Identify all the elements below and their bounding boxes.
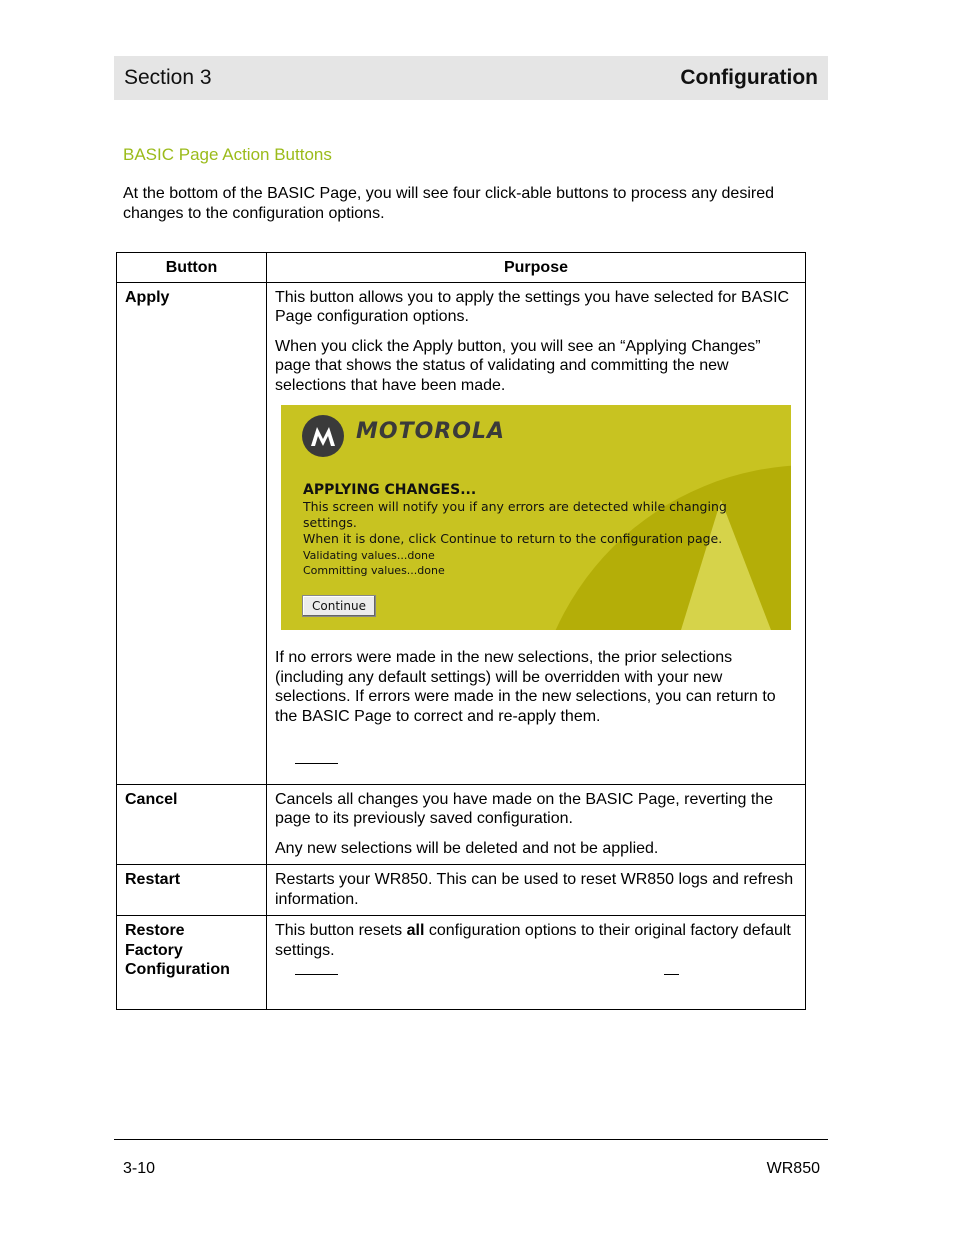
- restore-p1: [275, 921, 797, 960]
- column-header-button: Button: [117, 253, 267, 283]
- restore-note-rules: [295, 974, 797, 978]
- motorola-logo-icon: [302, 415, 344, 457]
- restore-name-line-1: Restore: [125, 922, 185, 939]
- table-row-restore: [117, 916, 806, 1010]
- restore-purpose: [267, 916, 806, 1010]
- column-header-purpose: Purpose: [267, 253, 806, 283]
- buttons-table: [116, 252, 806, 1010]
- restart-p1: Restarts your WR850. This can be used to reset WR850 logs and refresh information.: [275, 871, 794, 908]
- message-line-2: When it is done, click Continue to return to the configuration page.: [303, 531, 723, 546]
- section-label: Section 3: [124, 66, 212, 89]
- restore-name-line-3: Configuration: [125, 961, 230, 978]
- section-title: Configuration: [680, 66, 818, 89]
- subheading: BASIC Page Action Buttons: [123, 145, 332, 164]
- status-validating: Validating values...done: [303, 549, 435, 562]
- restore-text-bold: all: [406, 922, 425, 939]
- status-committing: Committing values...done: [303, 563, 445, 577]
- apply-name: Apply: [117, 282, 267, 784]
- footer-divider: [114, 1139, 828, 1140]
- restore-text-post: configuration options to their original factory default settings.: [275, 922, 791, 959]
- continue-button[interactable]: Continue: [302, 595, 376, 617]
- cancel-p2: Any new selections will be deleted and not be applied.: [275, 839, 659, 857]
- cancel-p1: Cancels all changes you have made on the BASIC Page, reverting the page to its previously saved configuration.: [275, 790, 774, 827]
- apply-note-rule: [295, 750, 797, 770]
- restore-name: [117, 916, 267, 1010]
- page-number: 3-10: [123, 1160, 156, 1177]
- restart-name: Restart: [117, 865, 267, 916]
- product-name: WR850: [766, 1160, 820, 1177]
- apply-purpose: [267, 282, 806, 784]
- table-row-restart: [117, 865, 806, 916]
- restore-name-line-2: Factory: [125, 941, 183, 959]
- applying-title: APPLYING CHANGES...: [303, 482, 477, 498]
- apply-p2: When you click the Apply button, you will see an “Applying Changes” page that shows the status of validating and committing the new selections that have been made.: [275, 337, 761, 394]
- table-row-apply: [117, 282, 806, 784]
- restore-text-pre: This button resets: [275, 922, 407, 939]
- table-header-row: [117, 253, 806, 283]
- applying-status: [303, 549, 445, 578]
- message-line-1: This screen will notify you if any errors are detected while changing settings.: [303, 499, 727, 530]
- intro-paragraph: At the bottom of the BASIC Page, you will see four click-able buttons to process any desired changes to the configuration options.: [123, 185, 775, 222]
- cancel-purpose: [267, 784, 806, 865]
- table-row-cancel: [117, 784, 806, 865]
- apply-p1: This button allows you to apply the settings you have selected for BASIC Page configuration options.: [275, 288, 790, 325]
- applying-changes-screenshot: [281, 405, 791, 630]
- applying-message: [303, 499, 783, 547]
- cancel-name: Cancel: [117, 784, 267, 865]
- restart-purpose: [267, 865, 806, 916]
- motorola-wordmark: MOTOROLA: [356, 419, 505, 444]
- apply-p3: If no errors were made in the new selections, the prior selections (including any default settings) will be overridden with your new selections. If errors were made in the new selections, you can return to the BASIC Page to correct and re-apply them.: [275, 649, 776, 725]
- section-header: [114, 56, 828, 100]
